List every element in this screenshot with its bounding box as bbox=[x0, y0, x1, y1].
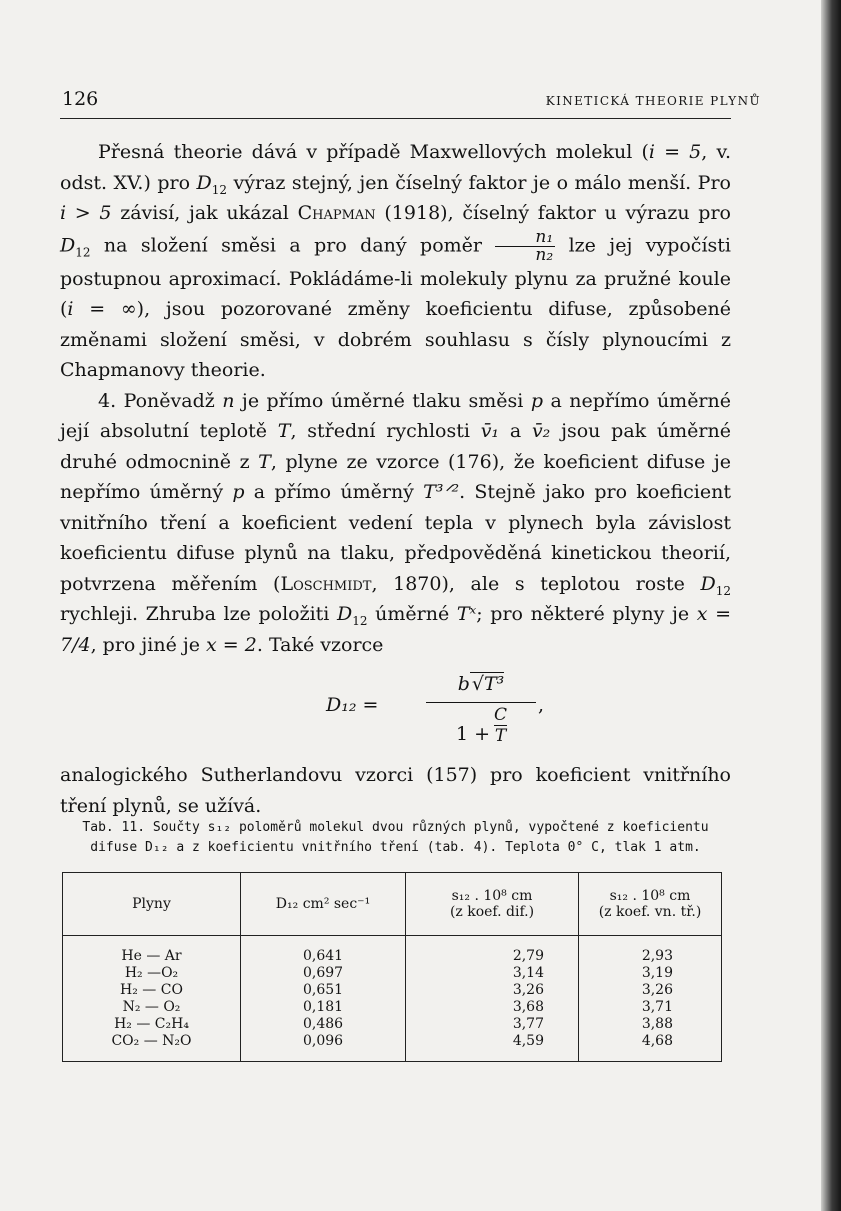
formula-c-over-t: C T bbox=[494, 705, 508, 746]
header-rule bbox=[60, 118, 731, 119]
page-number: 126 bbox=[62, 88, 99, 110]
formula-numerator: b √T³ bbox=[426, 666, 536, 703]
running-head: KINETICKÁ THEORIE PLYNŮ bbox=[545, 94, 761, 108]
sutherland-formula: D₁₂ = b √T³ 1 + C T , bbox=[60, 666, 731, 758]
paragraph-3: analogického Sutherlandovu vzorci (157) pro koeficient vnitřního tření plynů, se užívá. bbox=[60, 764, 731, 817]
diffusion-table bbox=[62, 872, 722, 1062]
ratio-fraction: $\frac{\text{n₁}}{\text{n₂}}$ bbox=[495, 229, 555, 264]
author-loschmidt: Loschmidt bbox=[280, 572, 372, 595]
col-header-gases: Plyny bbox=[63, 873, 241, 936]
table-row: CO₂ — N₂O 0,096 4,59 4,68 bbox=[63, 1033, 722, 1062]
table-row: H₂ — C₂H₄ 0,486 3,77 3,88 bbox=[63, 1016, 722, 1033]
table-row: He — Ar 0,641 2,79 2,93 bbox=[63, 948, 722, 965]
paragraph-1: Přesná theorie dává v případě Maxwellových molekul (i = 5, v. odst. XV.) pro $D_{12}$ výraz stejný, jen číselný faktor je o málo menší. Pro i > 5 závisí, jak ukázal Chapman (1918), číselný faktor u výrazu pro $D_{12}$ na složení směsi a pro daný poměr $\frac{\text{n₁}}{\text{n₂}}$ lze jej vypočísti postupnou aproximací. Pokládáme-li molekuly plynu za pružné koule (i = ∞), jsou pozorované změny koeficientu difuse, způsobené změnami složení směsi, v dobrém souhlasu s čísly plynoucími z Chapmanovy theorie. bbox=[60, 141, 732, 381]
body-text bbox=[60, 137, 731, 821]
author-chapman: Chapman bbox=[297, 202, 376, 224]
paragraph-2: 4. Poněvadž n je přímo úměrné tlaku směsi p a nepřímo úměrné její absolutní teplotě T, střední rychlosti v̄₁ a v̄₂ jsou pak úměrné druhé odmocnině z T, plyne ze vzorce (176), že koeficient difuse je nepřímo úměrný p a přímo úměrný T³ᐟ². Stejně jako pro koeficient vnitřního tření a koeficient vedení tepla v plynech byla závislost koeficientu difuse plynů na tlaku, předpověděná kinetickou theorií, potvrzena měřením (Loschmidt, 1870), ale s teplotou roste $D_{12}$ rychleji. Zhruba lze položiti $D_{12}$ úměrné Tˣ; pro některé plyny je x = 7/4, pro jiné je x = 2. Také vzorce bbox=[60, 389, 732, 656]
formula-lhs: D₁₂ = bbox=[326, 694, 379, 716]
formula-denominator: 1 + C T bbox=[456, 705, 508, 746]
table-row: H₂ —O₂ 0,697 3,14 3,19 bbox=[63, 965, 722, 982]
table-row: N₂ — O₂ 0,181 3,68 3,71 bbox=[63, 999, 722, 1016]
col-header-s12-visc: s₁₂ . 10⁸ cm (z koef. vn. tř.) bbox=[579, 873, 722, 936]
col-header-d12: D₁₂ cm² sec⁻¹ bbox=[241, 873, 406, 936]
table-caption: Tab. 11. Součty s₁₂ poloměrů molekul dvou různých plynů, vypočtené z koeficientu difuse D₁₂ a z koeficientu vnitřního tření (tab. 4). Teplota 0° C, tlak 1 atm. bbox=[82, 820, 709, 855]
book-spine-shadow bbox=[821, 0, 841, 1211]
formula-fraction bbox=[426, 666, 536, 757]
table-row: H₂ — CO 0,651 3,26 3,26 bbox=[63, 982, 722, 999]
col-header-s12-diff: s₁₂ . 10⁸ cm (z koef. dif.) bbox=[406, 873, 579, 936]
